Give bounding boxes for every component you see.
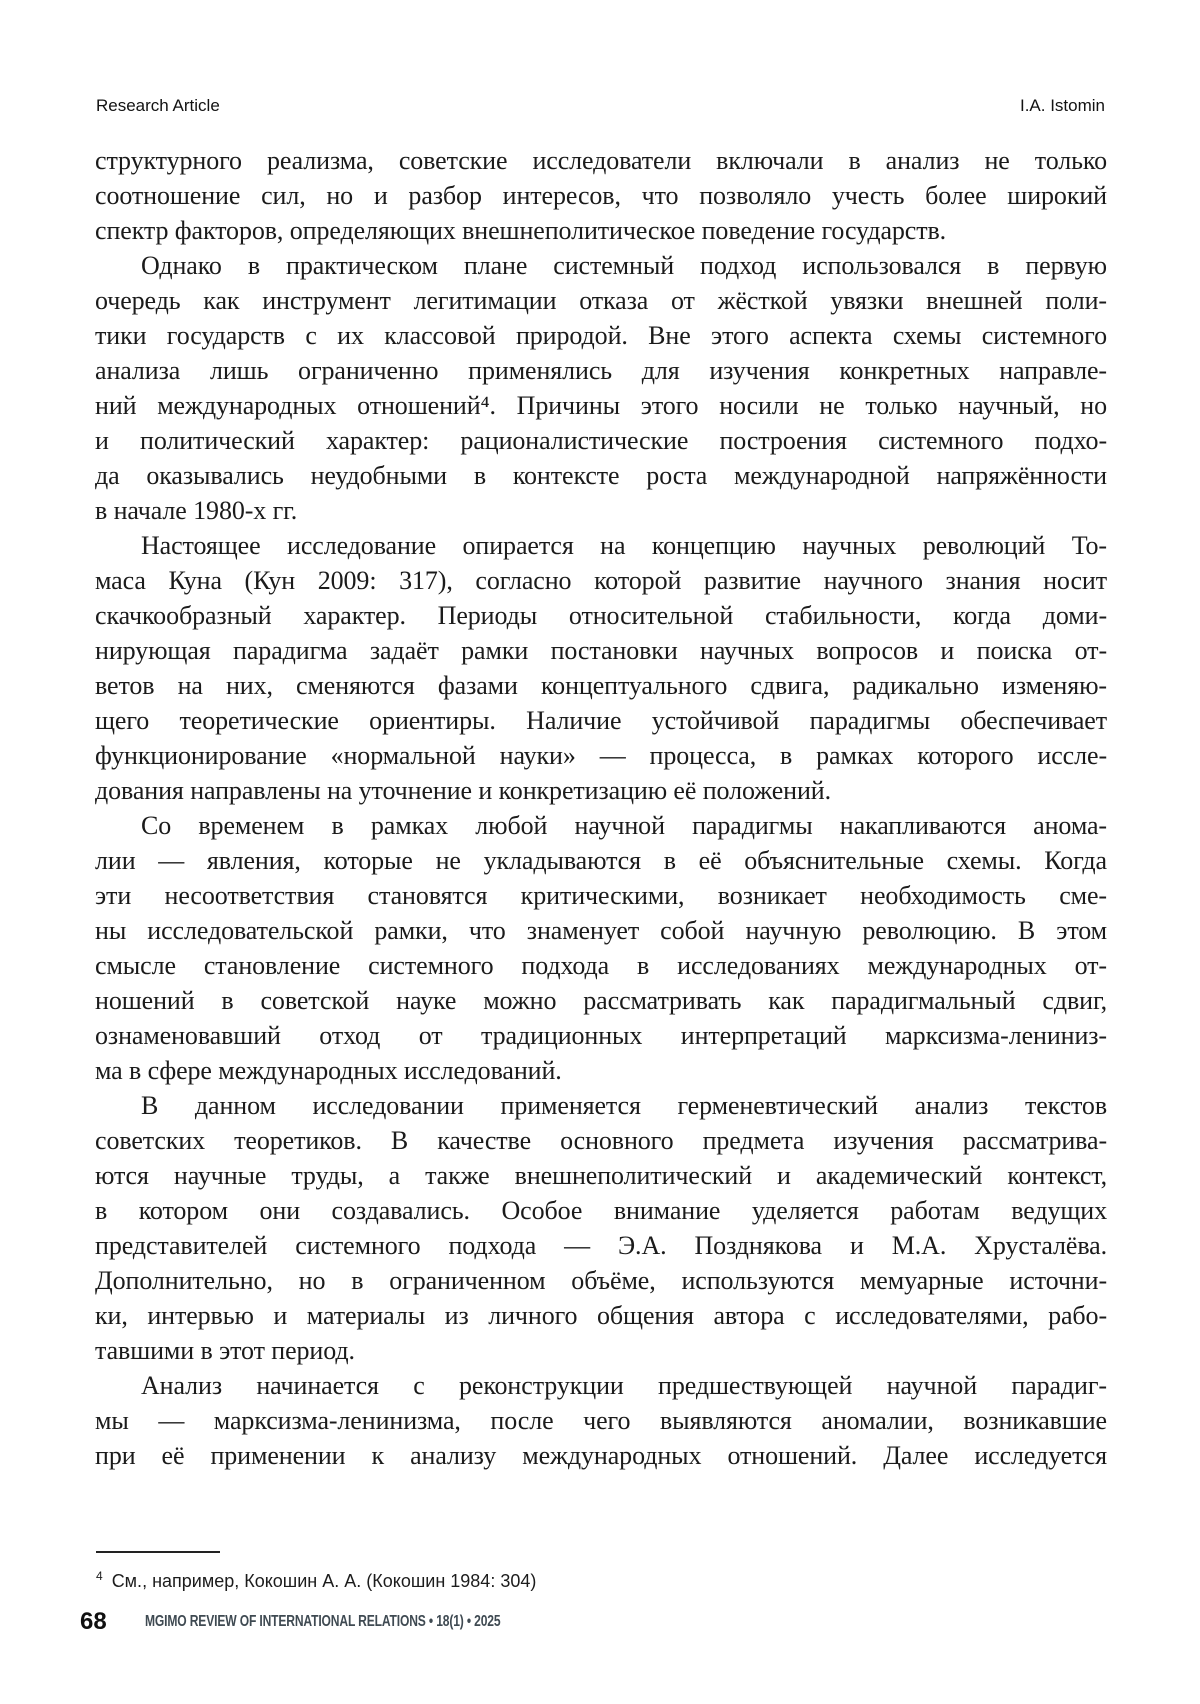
text-line: ветов на них, сменяются фазами концептуального сдвига, радикально изменяю- <box>95 671 1107 700</box>
text-line: представителей системного подхода — Э.А. Позднякова и М.А. Хрусталёва. <box>95 1231 1107 1260</box>
text-line: очередь как инструмент легитимации отказа от жёсткой увязки внешней поли- <box>95 286 1107 315</box>
footnote-marker: 4 <box>96 1569 103 1583</box>
article-body <box>95 143 1107 1473</box>
text-line: В данном исследовании применяется герменевтический анализ текстов <box>141 1091 1107 1120</box>
text-line: мы — марксизма-ленинизма, после чего выявляются аномалии, возникавшие <box>95 1406 1107 1435</box>
text-line: ний международных отношений⁴. Причины этого носили не только научный, но <box>95 391 1107 420</box>
footnote-text: См., например, Кокошин А. А. (Кокошин 1984: 304) <box>111 1571 537 1591</box>
paragraph <box>95 143 1107 248</box>
text-line: в начале 1980-х гг. <box>95 496 298 525</box>
header-article-type: Research Article <box>96 96 220 115</box>
text-line: лии — явления, которые не укладываются в её объяснительные схемы. Когда <box>95 846 1107 875</box>
text-line: структурного реализма, советские исследователи включали в анализ не только <box>95 146 1107 175</box>
paragraph <box>95 1368 1107 1473</box>
text-line: ются научные труды, а также внешнеполитический и академический контекст, <box>95 1161 1107 1190</box>
text-line: ознаменовавший отход от традиционных интерпретаций марксизма-лениниз- <box>95 1021 1107 1050</box>
page-number: 68 <box>80 1608 107 1635</box>
text-line: дования направлены на уточнение и конкретизацию её положений. <box>95 776 832 805</box>
text-line: нирующая парадигма задаёт рамки постановки научных вопросов и поиска от- <box>95 636 1107 665</box>
text-line: тавшими в этот период. <box>95 1336 355 1365</box>
text-line: тики государств с их классовой природой. Вне этого аспекта схемы системного <box>95 321 1107 350</box>
paragraph <box>95 808 1107 1088</box>
text-line: ношений в советской науке можно рассматривать как парадигмальный сдвиг, <box>95 986 1107 1015</box>
page-footer <box>80 1608 600 1636</box>
text-line: Анализ начинается с реконструкции предшествующей научной парадиг- <box>141 1371 1107 1400</box>
journal-footer-line: MGIMO REVIEW OF INTERNATIONAL RELATIONS • 18(1) • 2025 <box>144 1613 501 1630</box>
text-line: щего теоретические ориентиры. Наличие устойчивой парадигмы обеспечивает <box>95 706 1107 735</box>
text-line: функционирование «нормальной науки» — процесса, в рамках которого иссле- <box>95 741 1107 770</box>
text-line: Дополнительно, но в ограниченном объёме, используются мемуарные источни- <box>95 1266 1107 1295</box>
text-line: скачкообразный характер. Периоды относительной стабильности, когда доми- <box>95 601 1107 630</box>
text-line: маса Куна (Кун 2009: 317), согласно которой развитие научного знания носит <box>95 566 1107 595</box>
header-author: I.A. Istomin <box>1019 96 1105 115</box>
text-line: Настоящее исследование опирается на концепцию научных революций То- <box>141 531 1107 560</box>
footnote <box>96 1563 996 1594</box>
text-line: ма в сфере международных исследований. <box>95 1056 562 1085</box>
text-line: советских теоретиков. В качестве основного предмета изучения рассматрива- <box>95 1126 1107 1155</box>
text-line: и политический характер: рационалистические построения системного подхо- <box>95 426 1107 455</box>
footnote-rule <box>96 1551 220 1553</box>
text-line: спектр факторов, определяющих внешнеполитическое поведение государств. <box>95 216 947 245</box>
text-line: анализа лишь ограниченно применялись для изучения конкретных направле- <box>95 356 1107 385</box>
text-line: смысле становление системного подхода в исследованиях международных от- <box>95 951 1107 980</box>
text-line: Однако в практическом плане системный подход использовался в первую <box>141 251 1107 280</box>
text-line: Со временем в рамках любой научной парадигмы накапливаются анома- <box>141 811 1107 840</box>
text-line: эти несоответствия становятся критическими, возникает необходимость сме- <box>95 881 1107 910</box>
text-line: ны исследовательской рамки, что знаменует собой научную революцию. В этом <box>95 916 1107 945</box>
text-line: соотношение сил, но и разбор интересов, что позволяло учесть более широкий <box>95 181 1107 210</box>
text-line: ки, интервью и материалы из личного общения автора с исследователями, рабо- <box>95 1301 1107 1330</box>
paragraph <box>95 248 1107 528</box>
text-line: в котором они создавались. Особое внимание уделяется работам ведущих <box>95 1196 1107 1225</box>
paragraph <box>95 528 1107 808</box>
running-header <box>96 96 1105 116</box>
text-line: при её применении к анализу международных отношений. Далее исследуется <box>95 1441 1107 1470</box>
paragraph <box>95 1088 1107 1368</box>
text-line: да оказывались неудобными в контексте роста международной напряжённости <box>95 461 1107 490</box>
